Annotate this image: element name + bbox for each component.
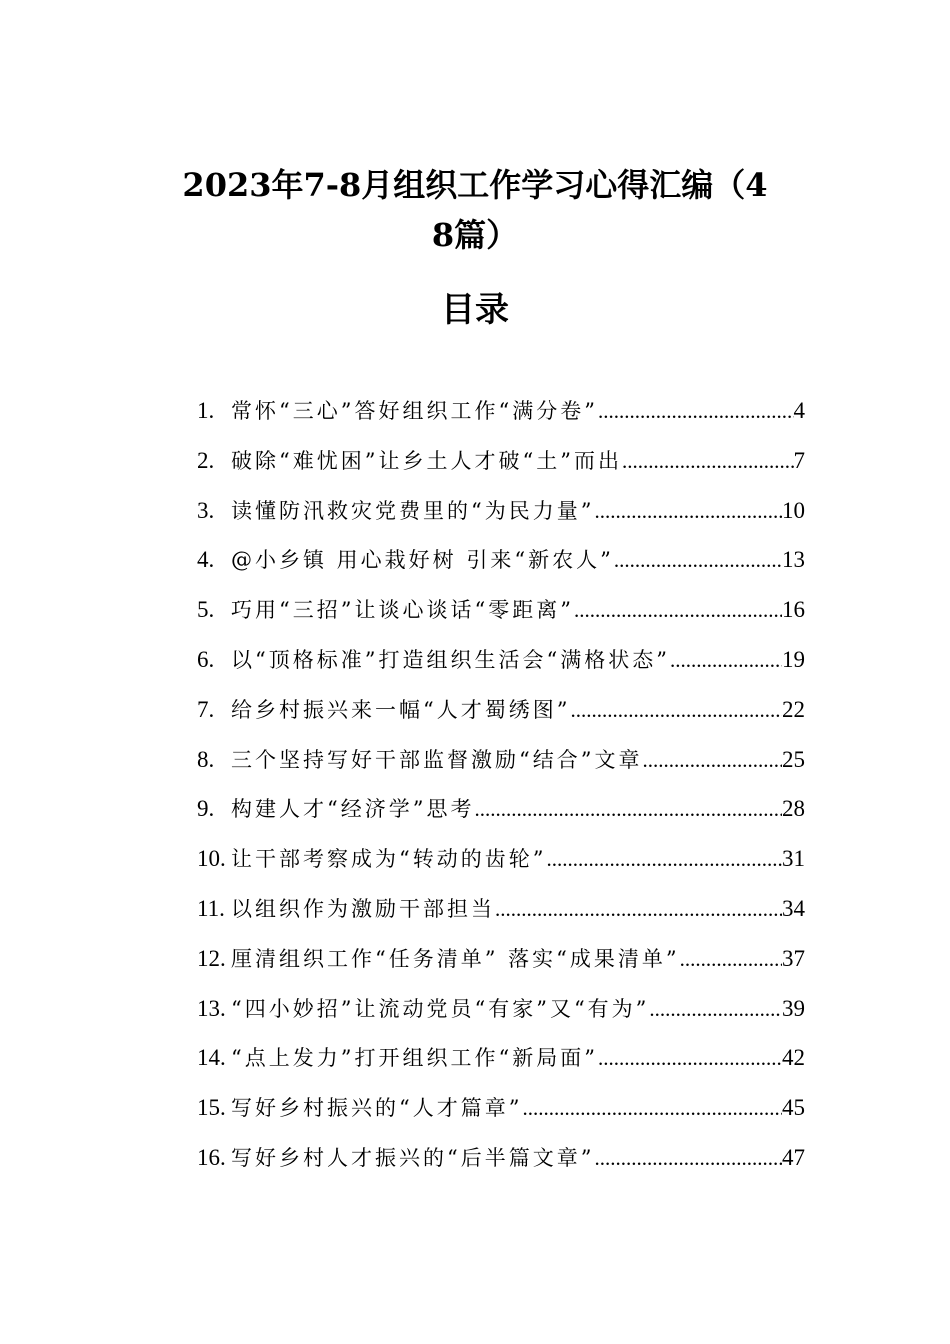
toc-entry-title: 厘清组织工作“任务清单” 落实“成果清单” — [231, 946, 680, 971]
toc-entry-title: 以“顶格标准”打造组织生活会“满格状态” — [231, 647, 670, 672]
toc-entry[interactable] — [197, 641, 805, 691]
toc-entry[interactable] — [197, 492, 805, 542]
toc-leader-dots — [680, 940, 782, 978]
toc-entry-page: 34 — [782, 895, 805, 921]
toc-leader-dots — [642, 741, 782, 779]
toc-entry[interactable] — [197, 541, 805, 591]
toc-leader-dots — [574, 591, 782, 629]
toc-entry-number: 6. — [197, 646, 215, 672]
toc-entry-number: 13. — [197, 995, 226, 1021]
toc-entry-title: 构建人才“经济学”思考 — [231, 797, 475, 822]
toc-entry-page: 4 — [793, 398, 805, 423]
toc-leader-dots — [474, 790, 782, 828]
toc-leader-dots — [495, 890, 782, 928]
toc-entry-number: 14. — [197, 1045, 226, 1071]
toc-entry-page: 47 — [782, 1144, 805, 1170]
toc-entry-number: 12. — [197, 945, 226, 971]
toc-entry[interactable] — [197, 940, 805, 990]
toc-entry-title: 读懂防汛救灾党费里的“为民力量” — [231, 498, 595, 523]
toc-entry-page: 19 — [782, 646, 805, 672]
toc-entry-page: 37 — [782, 945, 805, 971]
toc-entry-page: 42 — [782, 1045, 805, 1071]
toc-entry-page: 22 — [782, 696, 805, 722]
toc-entry[interactable] — [197, 1139, 805, 1189]
toc-entry[interactable] — [197, 840, 805, 890]
toc-entry-page: 28 — [782, 796, 805, 822]
toc-entry[interactable] — [197, 741, 805, 791]
toc-entry-title: “四小妙招”让流动党员“有家”又“有为” — [231, 996, 650, 1021]
toc-entry[interactable] — [197, 890, 805, 940]
toc-leader-dots — [522, 1089, 782, 1127]
toc-leader-dots — [546, 840, 782, 878]
toc-entry-number: 3. — [197, 497, 215, 523]
toc-leader-dots — [598, 392, 794, 430]
document-title-line-1: 2023年7-8月组织工作学习心得汇编（4 — [182, 166, 768, 204]
toc-entry-page: 25 — [782, 746, 805, 772]
toc-entry-number: 11. — [197, 895, 225, 921]
toc-entry-number: 2. — [197, 447, 215, 473]
toc-entry-title: 三个坚持写好干部监督激励“结合”文章 — [231, 747, 643, 772]
toc-entry[interactable] — [197, 1089, 805, 1139]
toc-entry-number: 1. — [197, 398, 215, 423]
toc-entry[interactable] — [197, 392, 805, 442]
toc-entry-page: 10 — [782, 497, 805, 523]
toc-entry-number: 8. — [197, 746, 215, 772]
toc-entry-title: 以组织作为激励干部担当 — [231, 896, 495, 921]
toc-entry-number: 15. — [197, 1095, 226, 1121]
document-title-line-2: 8篇） — [431, 216, 519, 254]
toc-entry-title: 写好乡村振兴的“人才篇章” — [231, 1096, 523, 1121]
toc-entry[interactable] — [197, 990, 805, 1040]
toc-entry-page: 16 — [782, 597, 805, 623]
toc-entry-number: 16. — [197, 1144, 226, 1170]
toc-entry[interactable] — [197, 790, 805, 840]
toc-entry[interactable] — [197, 591, 805, 641]
toc-leader-dots — [649, 990, 782, 1028]
toc-heading: 目录 — [441, 290, 509, 330]
toc-entry-title: @小乡镇 用心栽好树 引来“新农人” — [231, 548, 614, 573]
toc-entry-number: 7. — [197, 696, 215, 722]
toc-entry-page: 13 — [782, 547, 805, 573]
toc-entry[interactable] — [197, 691, 805, 741]
toc-leader-dots — [622, 442, 794, 480]
toc-entry-page: 7 — [793, 447, 805, 473]
toc-entry-page: 31 — [782, 846, 805, 872]
toc-leader-dots — [670, 641, 782, 679]
toc-entry-page: 45 — [782, 1095, 805, 1121]
toc-entry[interactable] — [197, 442, 805, 492]
toc-entry-title: 写好乡村人才振兴的“后半篇文章” — [231, 1145, 595, 1170]
toc-entry-title: “点上发力”打开组织工作“新局面” — [231, 1046, 598, 1071]
toc-entry-title: 破除“难忧困”让乡土人才破“土”而出 — [231, 448, 622, 473]
toc-leader-dots — [594, 1139, 782, 1177]
toc-leader-dots — [570, 691, 782, 729]
toc-entry-title: 让干部考察成为“转动的齿轮” — [231, 847, 547, 872]
toc-leader-dots — [614, 541, 782, 579]
toc-entry-number: 10. — [197, 846, 226, 872]
toc-entry-number: 9. — [197, 796, 215, 822]
toc-entry-title: 给乡村振兴来一幅“人才蜀绣图” — [231, 697, 571, 722]
toc-leader-dots — [594, 492, 782, 530]
toc-entry-title: 巧用“三招”让谈心谈话“零距离” — [231, 598, 574, 623]
toc-entry-number: 5. — [197, 597, 215, 623]
toc-entry-page: 39 — [782, 995, 805, 1021]
toc-entry[interactable] — [197, 1039, 805, 1089]
toc-leader-dots — [598, 1039, 782, 1077]
toc-entry-number: 4. — [197, 547, 215, 573]
table-of-contents — [197, 392, 805, 1189]
toc-entry-title: 常怀“三心”答好组织工作“满分卷” — [231, 399, 598, 423]
